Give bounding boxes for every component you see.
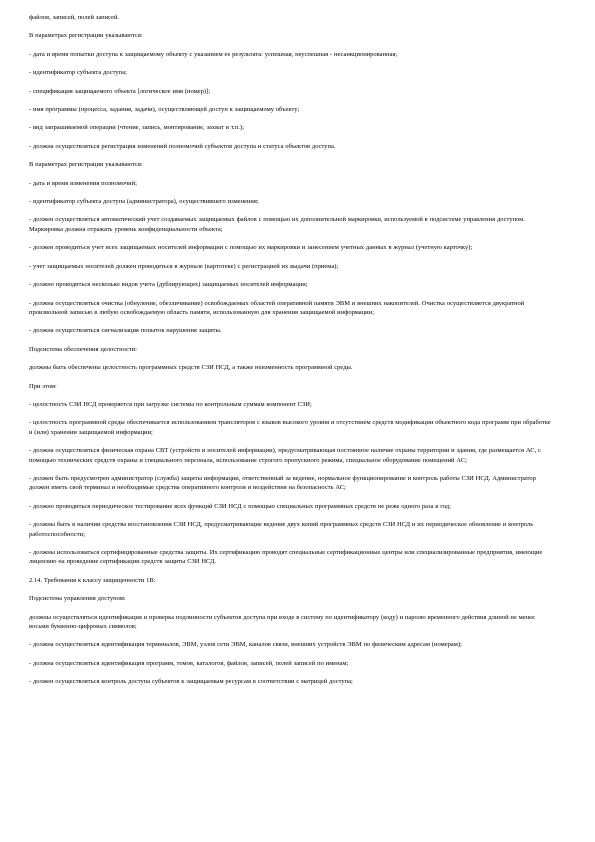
paragraph: - должны использоваться сертифицированные средства защиты. Их сертификацию проводят специальные сертификационные центры или специализированные предприятия, имеющие лицензию на проведение сертификации средств защиты СЗИ НСД. bbox=[29, 549, 543, 566]
section-heading: Подсистема обеспечения целостности: bbox=[29, 345, 137, 353]
paragraph: В параметрах регистрации указываются: bbox=[29, 161, 143, 169]
paragraph: - идентификатор субъекта доступа (администратора), осуществившего изменения; bbox=[29, 198, 259, 206]
paragraph: - должна осуществляться очистка (обнуление, обезличивание) освобождаемых областей оперативной памяти ЭВМ и внешних накопителей. Очистка осуществляется двукратной произвольной записью в любую освобождаемую область памяти, использованную для хранения защищаемой информации; bbox=[29, 299, 525, 316]
paragraph: - должна осуществляться регистрация изменений полномочий субъектов доступа и статуса объектов доступа. bbox=[29, 142, 336, 150]
paragraph: - целостность программной среды обеспечивается использованием трансляторов с языков высокого уровня и отсутствием средств модификации объектного кода программ при обработке и (или) хранении защищаемой информации; bbox=[29, 419, 551, 436]
paragraph: - должна осуществляться идентификация программ, томов, каталогов, файлов, записей, полей записей по именам; bbox=[29, 659, 349, 667]
paragraph: должны быть обеспечены целостность программных средств СЗИ НСД, а также неизменность программной среды. bbox=[29, 364, 353, 372]
paragraph: При этом: bbox=[29, 382, 57, 390]
paragraph: - спецификация защищаемого объекта [логическое имя (номер)]; bbox=[29, 87, 211, 95]
paragraph: - дата и время изменения полномочий; bbox=[29, 179, 137, 187]
paragraph: - должна осуществляться сигнализация попыток нарушения защиты. bbox=[29, 327, 222, 335]
paragraph: - идентификатор субъекта доступа; bbox=[29, 69, 127, 77]
paragraph: - целостность СЗИ НСД проверяется при загрузке системы по контрольным суммам компонент СЗИ; bbox=[29, 400, 312, 408]
paragraph: - должен осуществляться автоматический учет создаваемых защищаемых файлов с помощью их дополнительной маркировки, используемой в подсистеме управления доступом. Маркировка должна отражать уровень конфиденциальности объекта; bbox=[29, 216, 525, 233]
paragraph: - должна осуществляться идентификация терминалов, ЭВМ, узлов сети ЭВМ, каналов связи, внешних устройств ЭВМ по физическим адресам (номерам); bbox=[29, 641, 462, 649]
section-number-heading: 2.14. Требования к классу защищенности 1В: bbox=[29, 576, 156, 584]
paragraph: - должен осуществляться контроль доступа субъектов к защищаемым ресурсам в соответствии с матрицей доступа; bbox=[29, 678, 353, 686]
paragraph: - дата и время попытки доступа к защищаемому объекту с указанием ее результата: успешная, неуспешная - несанкционированная; bbox=[29, 50, 398, 58]
paragraph: - должен проводиться учет всех защищаемых носителей информации с помощью их маркировки и занесением учетных данных в журнал (учетную карточку); bbox=[29, 244, 473, 252]
paragraph: - вид запрашиваемой операции (чтение, запись, монтирование, захват и т.п.); bbox=[29, 124, 244, 132]
paragraph: - должно проводиться периодическое тестирование всех функций СЗИ НСД с помощью специальных программных средств не реже одного раза в год; bbox=[29, 502, 451, 510]
paragraph: файлов, записей, полей записей. bbox=[29, 14, 120, 21]
paragraph: - должна осуществляться физическая охрана СВТ (устройств и носителей информации), предусматривающая постоянное наличие охраны территории и здания, где размещается АС, с помощью технических средств охраны и специального персонала, использование строгого пропускного режима, специальное оборудование помещений АС; bbox=[29, 447, 541, 464]
section-heading: Подсистема управления доступом: bbox=[29, 595, 126, 603]
paragraph: - имя программы (процесса, задания, задачи), осуществляющей доступ к защищаемому объекту; bbox=[29, 106, 300, 114]
paragraph: - должны быть в наличии средства восстановления СЗИ НСД, предусматривающие ведение двух копий программных средств СЗИ НСД и их периодическое обновление и контроль работоспособности; bbox=[29, 521, 534, 538]
paragraph: - должен быть предусмотрен администратор (служба) защиты информации, ответственный за ведение, нормальное функционирование и контроль работы СЗИ НСД. Администратор должен иметь свой терминал и необходимые средства оперативного контроля и воздействия на безопасность АС; bbox=[29, 474, 536, 492]
paragraph: должны осуществляться идентификация и проверка подлинности субъектов доступа при входе в систему по идентификатору (коду) и паролю временного действия длиной не менее восьми буквенно-цифровых символов; bbox=[29, 613, 535, 631]
paragraph: В параметрах регистрации указываются: bbox=[29, 32, 143, 40]
paragraph: - должно проводиться несколько видов учета (дублирующих) защищаемых носителей информации; bbox=[29, 281, 308, 289]
paragraph: - учет защищаемых носителей должен проводиться в журнале (картотеке) с регистрацией их выдачи (приема); bbox=[29, 262, 339, 270]
